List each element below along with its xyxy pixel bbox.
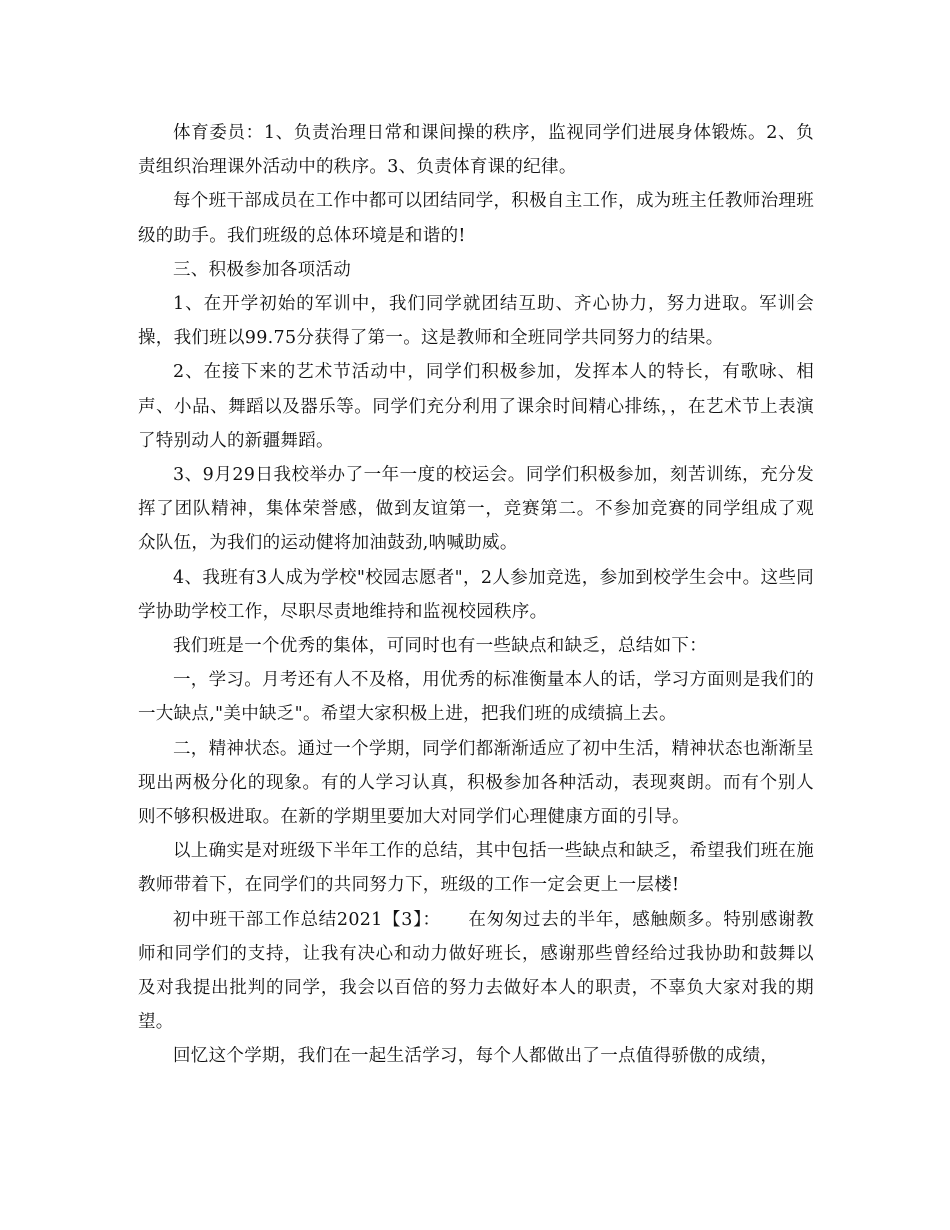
paragraph-volunteers: 4、我班有3人成为学校"校园志愿者"，2人参加竞选，参加到校学生会中。这些同学协助学校工作，尽职尽责地维持和监视校园秩序。: [138, 567, 814, 622]
paragraph-summary-3: 初中班干部工作总结2021【3】： 在匆匆过去的半年，感触颇多。特别感谢教师和同学们的支持，让我有决心和动力做好班长，感谢那些曾经给过我协助和鼓舞以及对我提出批判的同学，我会以百倍的努力去做好本人的职责，不辜负大家对我的期望。: [138, 909, 814, 1033]
paragraph-shortcomings-intro: 我们班是一个优秀的集体，可同时也有一些缺点和缺乏，总结如下：: [173, 636, 707, 657]
paragraph-art-festival: 2、在接下来的艺术节活动中，同学们积极参加，发挥本人的特长，有歌咏、相声、小品、舞蹈以及器乐等。同学们充分利用了课余时间精心排练，，在艺术节上表演了特别动人的新疆舞蹈。: [138, 362, 814, 451]
section-heading-activities: 三、积极参加各项活动: [173, 259, 351, 280]
paragraph-cadre-summary: 每个班干部成员在工作中都可以团结同学，积极自主工作，成为班主任教师治理班级的助手。我们班级的总体环境是和谐的!: [138, 191, 814, 246]
paragraph-study: 一，学习。月考还有人不及格，用优秀的标准衡量本人的话，学习方面则是我们的一大缺点,"美中缺乏"。希望大家积极上进，把我们班的成绩搞上去。: [138, 670, 814, 725]
paragraph-mental-state: 二，精神状态。通过一个学期，同学们都渐渐适应了初中生活，精神状态也渐渐呈现出两极分化的现象。有的人学习认真，积极参加各种活动，表现爽朗。而有个别人则不够积极进取。在新的学期里要加大对同学们心理健康方面的引导。: [138, 738, 814, 828]
document-body: [138, 116, 814, 1074]
paragraph-military-training: 1、在开学初始的军训中，我们同学就团结互助、齐心协力，努力进取。军训会操，我们班以99.75分获得了第一。这是教师和全班同学共同努力的结果。: [138, 294, 814, 349]
paragraph-conclusion: 以上确实是对班级下半年工作的总结，其中包括一些缺点和缺乏，希望我们班在施教师带着下，在同学们的共同努力下，班级的工作一定会更上一层楼!: [138, 841, 814, 896]
paragraph-sports-committee: 体育委员：1、负责治理日常和课间操的秩序，监视同学们进展身体锻炼。2、负责组织治理课外活动中的秩序。3、负责体育课的纪律。: [138, 123, 814, 178]
paragraph-sports-meet: 3、9月29日我校举办了一年一度的校运会。同学们积极参加，刻苦训练，充分发挥了团队精神，集体荣誉感，做到友谊第一，竞赛第二。不参加竞赛的同学组成了观众队伍，为我们的运动健将加油鼓劲,呐喊助威。: [138, 465, 814, 554]
paragraph-recall: 回忆这个学期，我们在一起生活学习，每个人都做出了一点值得骄傲的成绩，: [173, 1046, 779, 1067]
